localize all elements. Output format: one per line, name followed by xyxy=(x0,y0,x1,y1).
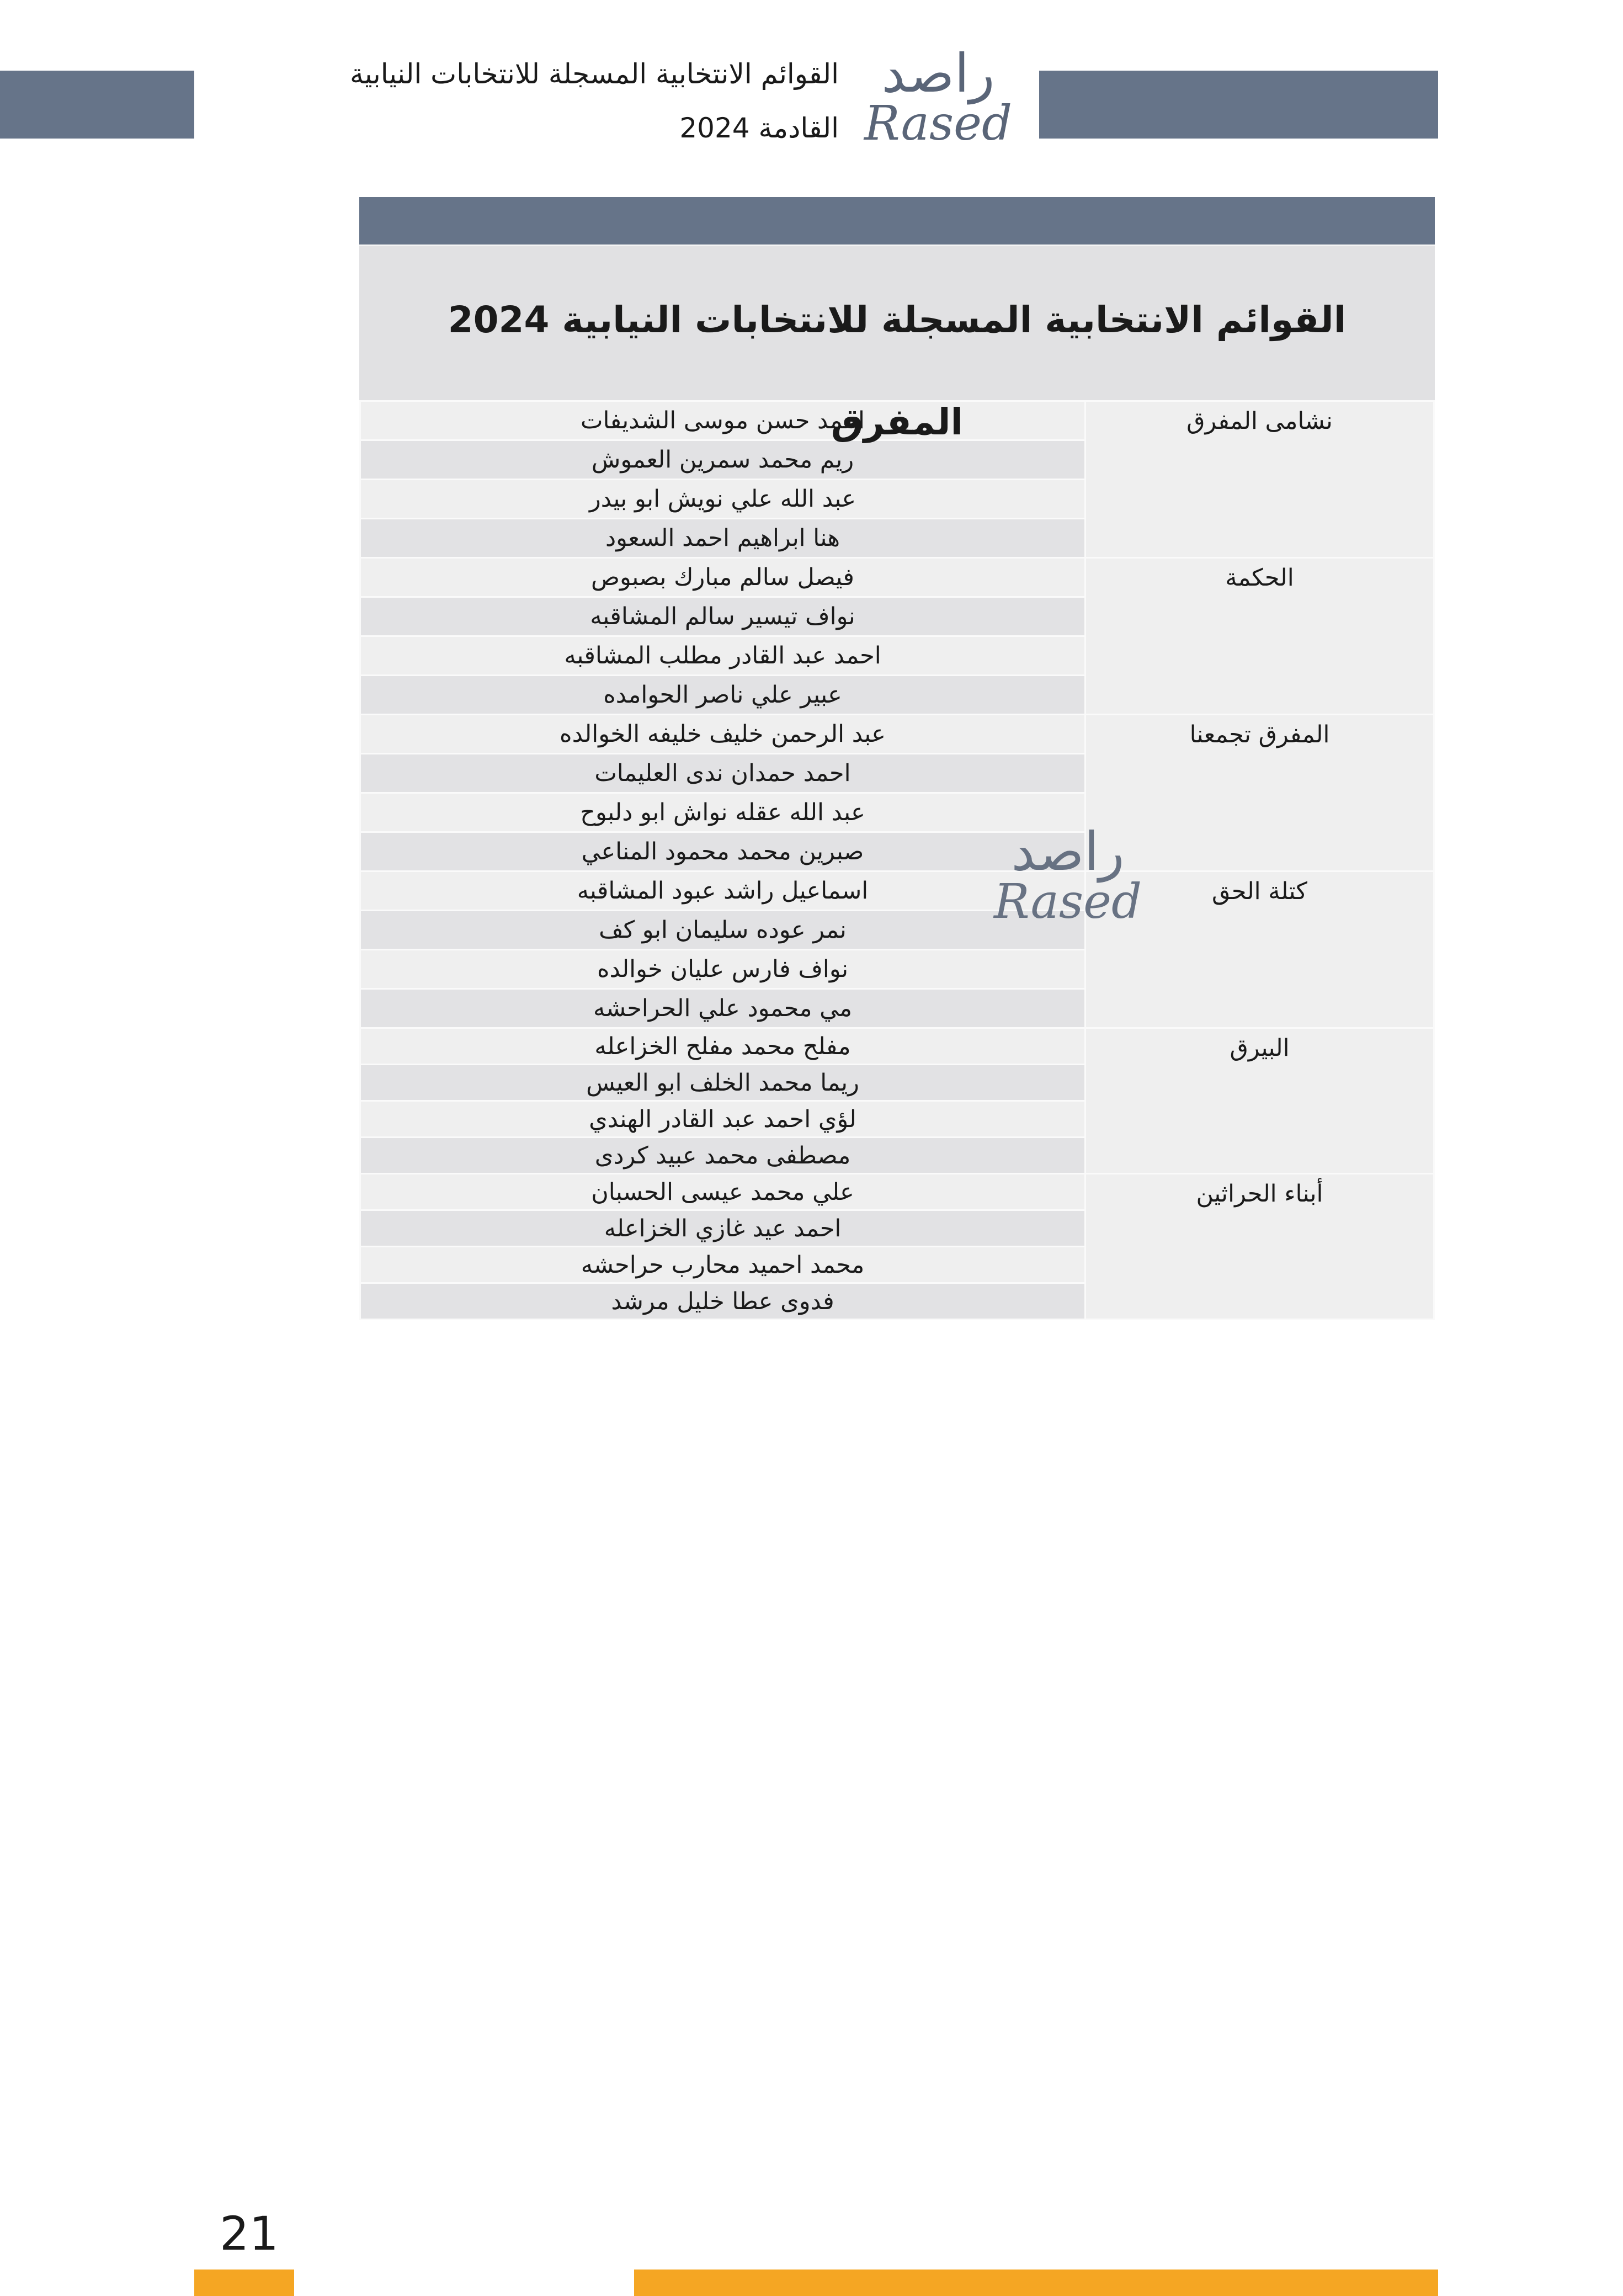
list-name-cell: كتلة الحق xyxy=(1085,871,1434,1028)
candidate-name-cell: مي محمود علي الحراحشه xyxy=(360,989,1085,1028)
header-left-bar xyxy=(0,71,194,139)
lists-table xyxy=(359,197,1435,1320)
candidate-name-cell: هنا ابراهيم احمد السعود xyxy=(360,519,1085,558)
candidate-name-cell: احمد عيد غازي الخزاعله xyxy=(360,1210,1085,1247)
candidate-name-cell: احمد عبد القادر مطلب المشاقبه xyxy=(360,636,1085,676)
table-row xyxy=(360,1028,1434,1065)
list-name-cell: المفرق تجمعنا xyxy=(1085,715,1434,871)
table-title: القوائم الانتخابية المسجلة للانتخابات النيابية 2024 xyxy=(448,299,1347,341)
district-name: المفرق xyxy=(831,401,964,443)
rased-logo xyxy=(853,42,1024,151)
list-name-cell: الحكمة xyxy=(1085,558,1434,715)
rased-watermark xyxy=(982,821,1153,929)
candidate-name-cell: نواف تيسير سالم المشاقبه xyxy=(360,597,1085,636)
candidate-name-cell: ريم محمد سمرين العموش xyxy=(360,440,1085,480)
candidate-name-cell: فيصل سالم مبارك بصبوص xyxy=(360,558,1085,597)
table-header-band xyxy=(359,197,1435,245)
logo-arabic: راصد xyxy=(881,42,995,104)
footer-right-bar xyxy=(634,2270,1438,2296)
table-row xyxy=(360,871,1434,911)
table-row xyxy=(360,558,1434,597)
candidate-name-cell: نواف فارس عليان خوالده xyxy=(360,950,1085,989)
candidate-name-cell: صبرين محمد محمود المناعي xyxy=(360,832,1085,871)
candidate-name-cell: عبير علي ناصر الحوامده xyxy=(360,676,1085,715)
header-right-bar xyxy=(1039,71,1438,139)
candidate-name-cell: ريما محمد الخلف ابو العيس xyxy=(360,1065,1085,1101)
page-number: 21 xyxy=(220,2207,279,2261)
candidate-name-cell: عبد الله عقله نواش ابو دلبوح xyxy=(360,793,1085,832)
logo-latin: Rased xyxy=(864,96,1013,151)
list-name-cell: أبناء الحراثين xyxy=(1085,1174,1434,1320)
candidate-name-cell: مصطفى محمد عبيد كردى xyxy=(360,1138,1085,1174)
candidate-name-cell: محمد احميد محارب حراحشه xyxy=(360,1247,1085,1283)
table-row xyxy=(360,1174,1434,1210)
candidate-name-cell: احمد حمدان ندى العليمات xyxy=(360,754,1085,793)
candidate-name-cell: علي محمد عيسى الحسبان xyxy=(360,1174,1085,1210)
candidate-name-cell: فدوى عطا خليل مرشد xyxy=(360,1283,1085,1320)
watermark-arabic: راصد xyxy=(1011,821,1125,883)
list-name-cell: نشامى المفرق xyxy=(1085,401,1434,558)
list-name-cell: البيرق xyxy=(1085,1028,1434,1174)
header-subtitle: القادمة 2024 xyxy=(679,112,839,144)
candidates-table xyxy=(359,400,1435,1320)
candidate-name-cell: عبد الله علي نويش ابو بيدر xyxy=(360,480,1085,519)
header-title: القوائم الانتخابية المسجلة للانتخابات النيابية xyxy=(349,58,839,90)
table-row xyxy=(360,715,1434,754)
candidate-name-cell: لؤي احمد عبد القادر الهندي xyxy=(360,1101,1085,1138)
watermark-latin: Rased xyxy=(993,874,1142,929)
candidate-name-cell: مفلح محمد مفلح الخزاعله xyxy=(360,1028,1085,1065)
candidate-name-cell: احمد حسن موسى الشديفات xyxy=(360,401,1085,440)
footer-left-bar xyxy=(194,2270,294,2296)
candidate-name-cell: اسماعيل راشد عبود المشاقبه xyxy=(360,871,1085,911)
candidate-name-cell: نمر عوده سليمان ابو كف xyxy=(360,911,1085,950)
candidate-name-cell: عبد الرحمن خليف خليفه الخوالده xyxy=(360,715,1085,754)
